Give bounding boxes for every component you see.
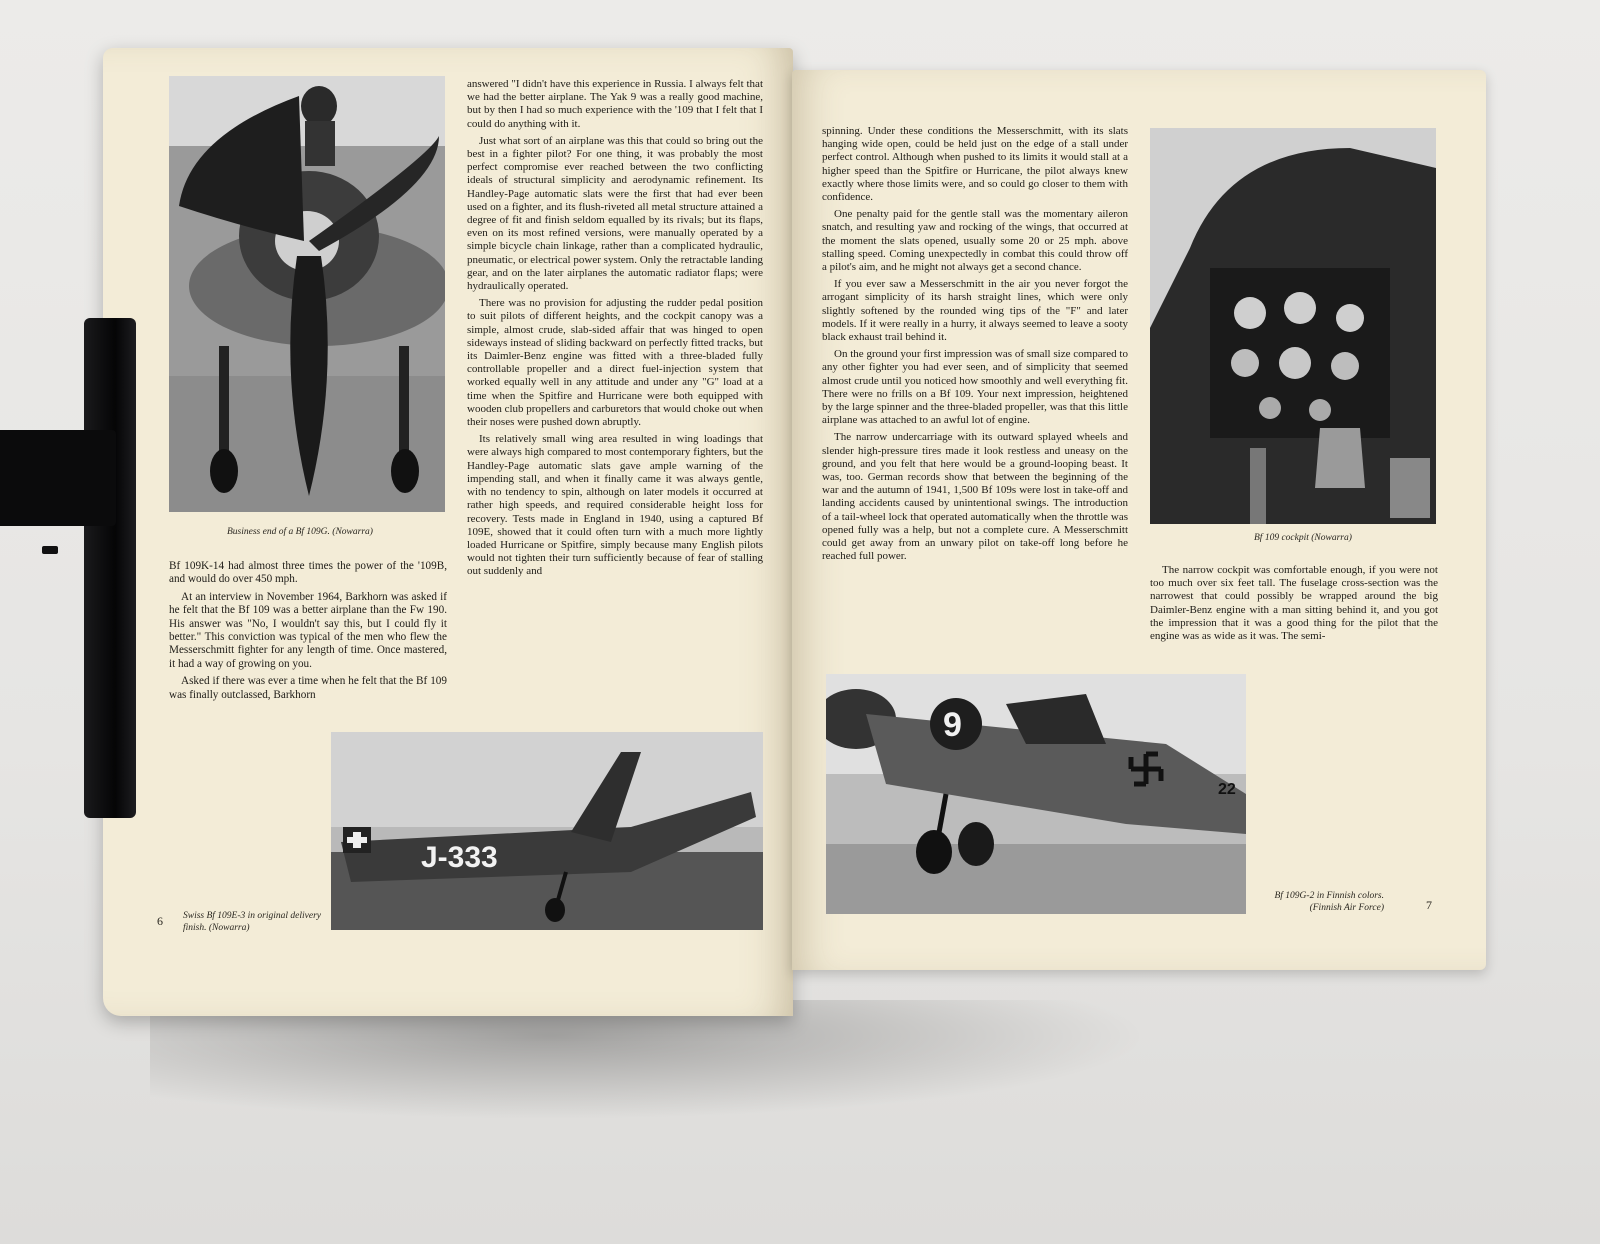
- photo-bf109g-front: [169, 76, 445, 512]
- binder-clip: [0, 430, 116, 526]
- tail-number-marking: 22: [1218, 781, 1236, 798]
- paragraph: Its relatively small wing area resulted in wing loadings that were always high compared to most contemporary fighters, but the Handley-Page automatic slats gave ample warning of the impending stall, and when it finally came it was always gentle, with no tendency to spin, although on later models it occurred at rather high speeds, and required considerable height loss for recovery. Tests made in England in 1940, using a captured Bf 109E, showed that it could often turn with a much more lightly loaded Hurricane or Spitfire, simply because many English pilots would not tighten their turn sufficiently because of fear of stalling out suddenly and: [467, 433, 763, 578]
- caption-line: (Finnish Air Force): [1309, 903, 1384, 913]
- paragraph: The narrow cockpit was comfortable enough, if you were not too much over six feet tall. The fuselage cross-section was the narrowest that could possibly be wrapped around the big Daimler-Benz engine with a man sitting behind it, and you got the impression that it was a good thing for the pilot that the engine was as wide as it was. The semi-: [1150, 564, 1438, 643]
- caption-line: Bf 109G-2 in Finnish colors.: [1274, 891, 1384, 901]
- paragraph: spinning. Under these conditions the Messerschmitt, with its slats hanging wide open, could be held just on the edge of a stall under perfect control. Although when pushed to its limits it would stall at a higher speed than the Spitfire or Hurricane, the pilot always knew exactly where those limits were, and so could go closer to them with confidence.: [822, 125, 1128, 204]
- right-column-2: [1150, 564, 1438, 647]
- page-number: 7: [1426, 898, 1432, 912]
- binder-clip-pin: [42, 546, 58, 554]
- photo-caption: Business end of a Bf 109G. (Nowarra): [227, 527, 373, 537]
- left-page: [103, 48, 793, 1016]
- photo-bf109-cockpit: [1150, 128, 1436, 524]
- photo-caption: [1254, 890, 1384, 914]
- paragraph: One penalty paid for the gentle stall was the momentary aileron snatch, and resulting yaw and rocking of the wings, that occurred at the moment the slats opened, usually some 20 or 25 mph. above stalling speed. Coming unexpectedly in combat this could throw off a pilot's aim, and he might not always get a second chance.: [822, 208, 1128, 274]
- book-shadow: [150, 1000, 1150, 1120]
- paragraph: At an interview in November 1964, Barkhorn was asked if he felt that the Bf 109 was a better airplane than the Fw 190. His answer was "No, I wouldn't say this, but I could fly it better." This conviction was typical of the men who flew the Messerschmitt fighter for any length of time. Once mastered, it had a way of growing on you.: [169, 590, 447, 670]
- propeller-aircraft-image: [169, 76, 445, 512]
- page-number: 6: [157, 914, 163, 928]
- swiss-aircraft-image: [331, 732, 763, 930]
- photo-finnish-bf109g2: [826, 674, 1246, 914]
- binder-clip-arm: [84, 318, 136, 818]
- photo-caption: Swiss Bf 109E-3 in original delivery finish. (Nowarra): [183, 911, 322, 933]
- left-column-2: [467, 78, 763, 583]
- paragraph: There was no provision for adjusting the rudder pedal position to suit pilots of different heights, and the cockpit canopy was a simple, almost crude, slab-sided affair that was hinged to open sideways instead of sliding backward on perfectly fitted tracks, but its Daimler-Benz engine was fitted with a three-bladed fully controllable propeller and a direct fuel-injection system that worked equally well in any attitude and under any "G" load at a time when the Spitfire and Hurricane were both equipped with wooden club propellers and carburetors that would choke out when their noses were pushed down abruptly.: [467, 297, 763, 429]
- paragraph: Asked if there was ever a time when he felt that the Bf 109 was finally outclassed, Barkhorn: [169, 675, 447, 701]
- left-column-1: [169, 560, 447, 706]
- photo-caption: Bf 109 cockpit (Nowarra): [1254, 533, 1352, 543]
- paragraph: If you ever saw a Messerschmitt in the air you never forgot the arrogant simplicity of its harsh straight lines, which were only slightly softened by the rounded wing tips of the "F" and later models. If it were really in a hurry, it always seemed to leave a sooty black exhaust trail behind it.: [822, 278, 1128, 344]
- paragraph: Bf 109K-14 had almost three times the power of the '109B, and would do over 450 mph.: [169, 560, 447, 586]
- aircraft-number-marking: 9: [943, 706, 962, 744]
- paragraph: On the ground your first impression was of small size compared to any other fighter you had ever seen, and of simplicity that seemed almost crude until you noticed how smoothly and well everything fit. There were no frills on a Bf 109. Your next impression, heightened by the large spinner and the three-bladed propeller, was that this little airplane was attached to an awful lot of engine.: [822, 348, 1128, 427]
- photo-swiss-bf109e: [331, 732, 763, 930]
- aircraft-marking: J-333: [421, 841, 498, 874]
- right-column-1: [822, 125, 1128, 568]
- paragraph: The narrow undercarriage with its outward splayed wheels and slender high-pressure tires made it look restless and uneasy on the ground, and you felt that here would be a ground-looping beast. It was, too. German records show that between the beginning of the war and the autumn of 1941, 1,500 Bf 109s were lost in take-off and landing accidents caused by unintentional swings. The introduction of a tail-wheel lock that operated automatically when the throttle was opened fully was a help, but not a complete cure. A Messerschmitt could get away from an unwary pilot on take-off long before he reached full power.: [822, 431, 1128, 563]
- right-page: [792, 70, 1486, 970]
- paragraph: answered "I didn't have this experience in Russia. I always felt that we had the better airplane. The Yak 9 was a really good machine, but by then I had so much experience with the '109 that I felt that I could do anything with it.: [467, 78, 763, 130]
- finnish-aircraft-image: [826, 674, 1246, 914]
- paragraph: Just what sort of an airplane was this that could so bring out the best in a fighter pilot? For one thing, it was probably the most perfect compromise ever reached between the two conflicting ideals of structural simplicity and aerodynamic refinement. Its Handley-Page automatic slats were the first that had ever been used on a fighter, and its flush-riveted all metal structure attained a degree of fit and finish seldom equalled by its rivals; but its flaps, even on its most refined versions, were manually operated by a simple bicycle chain linkage, rather than a complicated hydraulic, pneumatic, or electrical power system. Only the retractable landing gear, and on the later airplanes the automatic radiator flaps; were hydraulically operated.: [467, 134, 763, 293]
- cockpit-image: [1150, 128, 1436, 524]
